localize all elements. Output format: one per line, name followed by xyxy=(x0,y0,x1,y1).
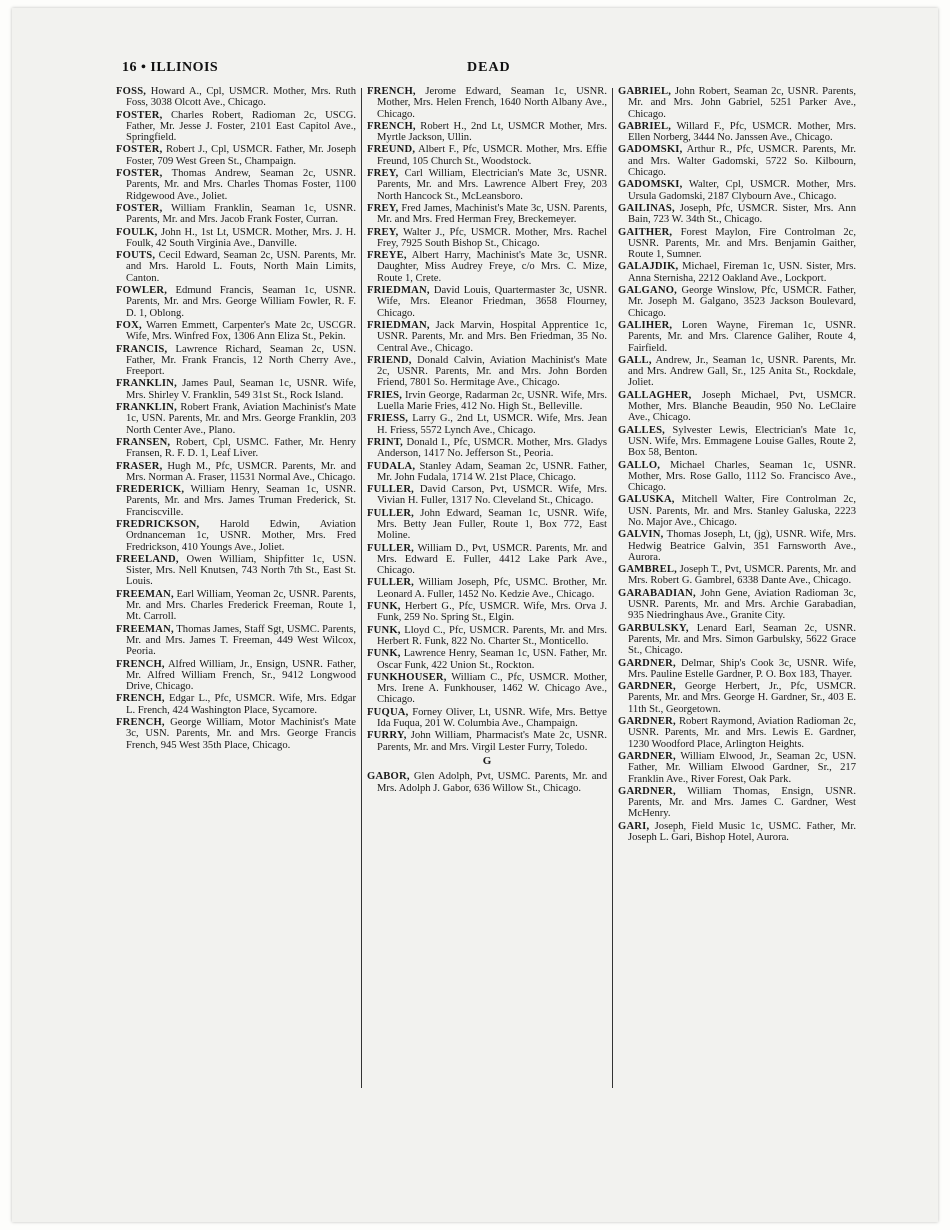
entry-surname: FREDRICKSON, xyxy=(116,518,200,530)
column-2 xyxy=(367,86,607,1096)
entry-surname: FRASER, xyxy=(116,460,163,472)
entry-surname: FRIEND, xyxy=(367,354,412,366)
entry-details: William D., Pvt, USMCR. Parents, Mr. and Mrs. Edward E. Fuller, 4412 Lake Park Ave., Chicago. xyxy=(377,542,607,577)
entry-surname: FULLER, xyxy=(367,542,415,554)
entry-surname: FUNK, xyxy=(367,601,401,613)
entry-details: Forney Oliver, Lt, USNR. Wife, Mrs. Bettye Ida Fuqua, 201 W. Columbia Ave., Champaign. xyxy=(377,706,607,730)
entry-surname: FREDERICK, xyxy=(116,484,185,496)
list-item xyxy=(618,227,856,261)
entry-details: Harold Edwin, Aviation Ordnanceman 1c, USNR. Mother, Mrs. Fred Fredrickson, 410 Youngs Ave., Joliet. xyxy=(126,518,356,553)
entry-details: Michael, Fireman 1c, USN. Sister, Mrs. Anna Sternisha, 2212 Oakland Ave., Lockport. xyxy=(628,261,856,284)
list-item xyxy=(618,786,856,820)
list-item xyxy=(116,659,356,693)
list-item xyxy=(116,461,356,484)
list-item xyxy=(367,484,607,507)
list-item xyxy=(367,461,607,484)
entry-surname: GARABADIAN, xyxy=(618,587,696,599)
column-1 xyxy=(116,86,356,1096)
entry-surname: FRENCH, xyxy=(367,120,416,132)
list-item xyxy=(618,425,856,459)
entry-surname: GAMBREL, xyxy=(618,564,677,576)
page-header xyxy=(122,60,838,82)
entry-surname: FOX, xyxy=(116,319,142,331)
entry-details: Stanley Adam, Seaman 2c, USNR. Father, Mr. John Fudala, 1714 W. 21st Place, Chicago. xyxy=(377,460,607,483)
list-item xyxy=(618,355,856,389)
list-item xyxy=(618,285,856,319)
entry-surname: GALGANO, xyxy=(618,285,677,297)
entry-surname: FURRY, xyxy=(367,730,407,742)
entry-details: Robert, Cpl, USMC. Father, Mr. Henry Fransen, R. F. D. 1, Leaf Liver. xyxy=(126,436,356,460)
entry-surname: GAILINAS, xyxy=(618,202,675,214)
entry-surname: FUNK, xyxy=(367,624,401,636)
entry-details: Charles Robert, Radioman 2c, USCG. Father, Mr. Jesse J. Foster, 2101 East Capitol Ave., Springfield. xyxy=(126,109,356,144)
entry-surname: FRIEDMAN, xyxy=(367,319,430,331)
entry-surname: FREY, xyxy=(367,202,399,214)
page-number-state: 16 • ILLINOIS xyxy=(122,60,219,75)
list-item xyxy=(618,203,856,226)
entry-surname: FREY, xyxy=(367,226,399,238)
entry-details: Earl William, Yeoman 2c, USNR. Parents, Mr. and Mrs. Charles Frederick Freeman, Route 1, Mt. Carroll. xyxy=(126,588,356,623)
entry-details: David Louis, Quartermaster 3c, USNR. Wife, Mrs. Eleanor Friedman, 3658 Flourney, Chicago. xyxy=(377,285,607,319)
entry-details: William Franklin, Seaman 1c, USNR. Parents, Mr. and Mrs. Jacob Frank Foster, Curran. xyxy=(126,202,356,226)
list-item xyxy=(116,320,356,343)
list-item xyxy=(367,86,607,120)
entry-details: William C., Pfc, USMCR. Mother, Mrs. Irene A. Funkhouser, 1462 W. Chicago Ave., Chicago. xyxy=(377,671,607,706)
list-item xyxy=(367,601,607,624)
entry-surname: GABOR, xyxy=(367,771,410,783)
entry-surname: FULLER, xyxy=(367,577,415,589)
entry-details: Robert J., Cpl, USMCR. Father, Mr. Joseph Foster, 709 West Green St., Champaign. xyxy=(126,144,356,167)
entry-surname: FRANKLIN, xyxy=(116,402,177,414)
entry-surname: FREEMAN, xyxy=(116,588,174,600)
list-item xyxy=(116,285,356,319)
list-item xyxy=(367,672,607,706)
list-item xyxy=(116,437,356,460)
entry-surname: FREY, xyxy=(367,168,399,180)
entry-surname: GAITHER, xyxy=(618,226,673,238)
entry-surname: FUQUA, xyxy=(367,706,409,718)
entry-details: Herbert G., Pfc, USMCR. Wife, Mrs. Orva J. Funk, 259 No. Spring St., Elgin. xyxy=(377,601,607,624)
entry-details: John Robert, Seaman 2c, USNR. Parents, Mr. and Mrs. John Gabriel, 5251 Parker Ave., Chicago. xyxy=(628,86,856,120)
entry-surname: FOSTER, xyxy=(116,109,163,121)
list-item xyxy=(367,355,607,389)
list-item xyxy=(618,623,856,657)
entry-surname: GARDNER, xyxy=(618,681,676,693)
entry-details: John Gene, Aviation Radioman 3c, USNR. Parents, Mr. and Mrs. Archie Garabadian, 935 Niedringhaus Ave., Granite City. xyxy=(628,587,856,622)
entry-details: Loren Wayne, Fireman 1c, USNR. Parents, Mr. and Mrs. Clarence Galiher, Route 4, Fairfield. xyxy=(628,319,856,354)
list-item xyxy=(367,771,607,794)
entry-details: Larry G., 2nd Lt, USMCR. Wife, Mrs. Jean H. Friess, 5572 Lynch Ave., Chicago. xyxy=(377,413,607,436)
entry-details: Lenard Earl, Seaman 2c, USNR. Parents, Mr. and Mrs. Simon Garbulsky, 5622 Grace St., Chicago. xyxy=(628,622,856,657)
list-item xyxy=(116,484,356,518)
list-item xyxy=(116,624,356,658)
list-item xyxy=(116,227,356,250)
list-item xyxy=(116,693,356,716)
entry-surname: FREELAND, xyxy=(116,553,179,565)
entry-details: Walter, Cpl, USMCR. Mother, Mrs. Ursula Gadomski, 2187 Clybourn Ave., Chicago. xyxy=(628,179,856,202)
list-item xyxy=(116,378,356,401)
entry-surname: FOSS, xyxy=(116,86,147,97)
list-item xyxy=(116,168,356,202)
list-item xyxy=(618,121,856,144)
entry-details: Joseph, Pfc, USMCR. Sister, Mrs. Ann Bain, 723 W. 34th St., Chicago. xyxy=(628,202,856,226)
list-item xyxy=(367,285,607,319)
list-item xyxy=(116,110,356,144)
list-item xyxy=(618,529,856,563)
entry-surname: GARI, xyxy=(618,820,650,832)
list-item xyxy=(116,519,356,553)
list-item xyxy=(367,577,607,600)
list-item xyxy=(618,588,856,622)
column-divider xyxy=(361,88,362,1088)
entry-surname: GARDNER, xyxy=(618,750,676,762)
list-item xyxy=(367,168,607,202)
entry-details: Fred James, Machinist's Mate 3c, USN. Parents, Mr. and Mrs. Fred Herman Frey, Breckemeyer. xyxy=(377,202,607,226)
entry-details: Warren Emmett, Carpenter's Mate 2c, USCGR. Wife, Mrs. Winfred Fox, 1306 Ann Eliza St., Pekin. xyxy=(126,319,356,343)
list-item xyxy=(367,203,607,226)
entry-details: Thomas James, Staff Sgt, USMC. Parents, Mr. and Mrs. James T. Freeman, 449 West Wilcox, Peoria. xyxy=(126,623,356,658)
list-item xyxy=(618,716,856,750)
entry-surname: FOSTER, xyxy=(116,144,163,156)
column-3 xyxy=(618,86,856,1096)
entry-surname: FRANCIS, xyxy=(116,343,168,355)
entry-details: Joseph, Field Music 1c, USMC. Father, Mr. Joseph L. Gari, Bishop Hotel, Aurora. xyxy=(628,820,856,843)
entry-details: Thomas Andrew, Seaman 2c, USNR. Parents, Mr. and Mrs. Charles Thomas Foster, 1100 Ridgewood Ave., Joliet. xyxy=(126,168,356,202)
entry-details: William Thomas, Ensign, USNR. Parents, Mr. and Mrs. James C. Gardner, West McHenry. xyxy=(628,785,856,820)
entry-surname: FRANSEN, xyxy=(116,436,171,448)
list-item xyxy=(618,564,856,587)
list-item xyxy=(367,320,607,354)
list-item xyxy=(367,227,607,250)
entry-surname: GABRIEL, xyxy=(618,120,672,132)
entry-details: Joseph T., Pvt, USMCR. Parents, Mr. and Mrs. Robert G. Gambrel, 6338 Dante Ave., Chicago. xyxy=(628,564,856,587)
entry-details: Lawrence Henry, Seaman 1c, USN. Father, Mr. Oscar Funk, 422 Union St., Rockton. xyxy=(377,648,607,671)
entry-details: John William, Pharmacist's Mate 2c, USNR. Parents, Mr. and Mrs. Virgil Lester Furry, Toledo. xyxy=(377,730,607,753)
entry-details: David Carson, Pvt, USMCR. Wife, Mrs. Vivian H. Fuller, 1317 No. Cleveland St., Chicago. xyxy=(377,484,607,507)
list-item xyxy=(367,390,607,413)
list-item xyxy=(367,730,607,753)
list-item xyxy=(116,402,356,436)
columns-area xyxy=(116,86,856,1096)
entry-surname: GADOMSKI, xyxy=(618,179,683,191)
entry-surname: FREYE, xyxy=(367,250,407,262)
entry-details: Willard F., Pfc, USMCR. Mother, Mrs. Ellen Norberg, 3444 No. Janssen Ave., Chicago. xyxy=(628,120,856,144)
entry-details: William Joseph, Pfc, USMC. Brother, Mr. Leonard A. Fuller, 1452 No. Kedzie Ave., Chicago. xyxy=(377,577,607,600)
entry-surname: FOWLER, xyxy=(116,285,168,297)
list-item xyxy=(116,717,356,751)
column-divider xyxy=(612,88,613,1088)
entry-details: William Elwood, Jr., Seaman 2c, USN. Father, Mr. William Elwood Gardner, Sr., 217 Franklin Ave., River Forest, Oak Park. xyxy=(628,750,856,785)
entry-surname: FOUTS, xyxy=(116,250,156,262)
list-item xyxy=(367,121,607,144)
list-item xyxy=(367,508,607,542)
entry-surname: FRINT, xyxy=(367,436,404,448)
list-item xyxy=(116,203,356,226)
entry-surname: GALLAGHER, xyxy=(618,389,692,401)
section-heading: DEAD xyxy=(467,60,511,75)
entry-details: John H., 1st Lt, USMCR. Mother, Mrs. J. H. Foulk, 42 South Virginia Ave., Danville. xyxy=(126,226,356,249)
list-item xyxy=(116,344,356,378)
entry-surname: FRANKLIN, xyxy=(116,378,177,390)
entry-surname: GALAJDIK, xyxy=(618,261,679,273)
entry-surname: FRENCH, xyxy=(116,658,165,670)
entry-surname: FUDALA, xyxy=(367,460,416,472)
entry-surname: FRIEDMAN, xyxy=(367,285,430,297)
entry-surname: FRENCH, xyxy=(116,717,165,729)
entry-details: Alfred William, Jr., Ensign, USNR. Father, Mr. Alfred William French, Sr., 9412 Longwood Drive, Chicago. xyxy=(126,658,356,693)
list-item xyxy=(116,250,356,284)
entry-details: Edgar L., Pfc, USMCR. Wife, Mrs. Edgar L. French, 424 Washington Place, Sycamore. xyxy=(126,693,356,716)
entry-details: William Henry, Seaman 1c, USNR. Parents, Mr. and Mrs. James Truman Frederick, St. Franciscville. xyxy=(126,484,356,518)
entry-surname: FULLER, xyxy=(367,507,415,519)
entry-surname: FUNKHOUSER, xyxy=(367,671,447,683)
entry-details: Robert Frank, Aviation Machinist's Mate 1c, USN. Parents, Mr. and Mrs. George Franklin, 203 North Center Ave., Plano. xyxy=(126,402,356,436)
list-item xyxy=(367,413,607,436)
entry-details: Forest Maylon, Fire Controlman 2c, USNR. Parents, Mr. and Mrs. Benjamin Gaither, Route 1, Sumner. xyxy=(628,226,856,261)
entry-details: John Edward, Seaman 1c, USNR. Wife, Mrs. Betty Jean Fuller, Route 1, Box 772, East Moline. xyxy=(377,507,607,542)
entry-details: Edmund Francis, Seaman 1c, USNR. Parents, Mr. and Mrs. George William Fowler, R. F. D. 1, Oblong. xyxy=(126,285,356,319)
entry-details: Howard A., Cpl, USMCR. Mother, Mrs. Ruth Foss, 3038 Olcott Ave., Chicago. xyxy=(126,86,356,109)
entry-surname: FOSTER, xyxy=(116,202,163,214)
entry-surname: GALIHER, xyxy=(618,319,673,331)
entry-details: Sylvester Lewis, Electrician's Mate 1c, USN. Wife, Mrs. Emmagene Louise Galles, Route 2, Box 58, Benton. xyxy=(628,424,856,459)
entry-details: Joseph Michael, Pvt, USMCR. Mother, Mrs. Blanche Beaudin, 950 No. LeClaire Ave., Chicago. xyxy=(628,389,856,424)
entry-surname: FULLER, xyxy=(367,484,415,496)
entry-surname: FRENCH, xyxy=(116,693,165,705)
entry-details: Arthur R., Pfc, USMCR. Parents, Mr. and Mrs. Walter Gadomski, 5722 So. Kilbourn, Chicago. xyxy=(628,144,856,179)
entry-details: Delmar, Ship's Cook 3c, USNR. Wife, Mrs. Pauline Estelle Gardner, P. O. Box 183, Thayer. xyxy=(628,657,856,680)
list-item xyxy=(116,144,356,167)
list-item xyxy=(618,658,856,681)
list-item xyxy=(367,144,607,167)
list-item xyxy=(116,554,356,588)
entry-surname: GALLES, xyxy=(618,424,666,436)
list-item xyxy=(618,320,856,354)
entry-details: Hugh M., Pfc, USMCR. Parents, Mr. and Mrs. Norman A. Fraser, 11531 Normal Ave., Chicago. xyxy=(126,460,356,483)
list-item xyxy=(618,390,856,424)
entry-surname: FRIESS, xyxy=(367,413,409,425)
list-item xyxy=(618,261,856,284)
entry-details: Walter J., Pfc, USMCR. Mother, Mrs. Rachel Frey, 7925 South Bishop St., Chicago. xyxy=(377,226,607,249)
entry-surname: GADOMSKI, xyxy=(618,144,683,156)
list-item xyxy=(367,543,607,577)
entry-details: Irvin George, Radarman 2c, USNR. Wife, Mrs. Luella Marie Fries, 412 No. High St., Belleville. xyxy=(377,389,607,413)
entry-surname: FUNK, xyxy=(367,648,401,660)
list-item xyxy=(367,437,607,460)
entry-details: Donald I., Pfc, USMCR. Mother, Mrs. Gladys Anderson, 1417 No. Jefferson St., Peoria. xyxy=(377,436,607,460)
list-item xyxy=(367,250,607,284)
entry-surname: FOULK, xyxy=(116,226,158,238)
entry-details: Cecil Edward, Seaman 2c, USN. Parents, Mr. and Mrs. Harold L. Fouts, North Main Limits, Canton. xyxy=(126,250,356,284)
entry-details: Thomas Joseph, Lt, (jg), USNR. Wife, Mrs. Hedwig Beatrice Galvin, 351 Farnsworth Ave., Aurora. xyxy=(628,529,856,563)
entry-surname: GALLO, xyxy=(618,459,661,471)
entry-details: Glen Adolph, Pvt, USMC. Parents, Mr. and Mrs. Adolph J. Gabor, 636 Willow St., Chicago. xyxy=(377,771,607,794)
list-item xyxy=(367,625,607,648)
entry-details: Lawrence Richard, Seaman 2c, USN. Father, Mr. Frank Francis, 12 North Cherry Ave., Freeport. xyxy=(126,343,356,378)
entry-details: Donald Calvin, Aviation Machinist's Mate 2c, USNR. Parents, Mr. and Mrs. John Borden Friend, 7801 So. Hermitage Ave., Chicago. xyxy=(377,354,607,389)
entry-surname: GARDNER, xyxy=(618,785,676,797)
entry-surname: FREEMAN, xyxy=(116,623,174,635)
list-item xyxy=(116,86,356,109)
entry-surname: GABRIEL, xyxy=(618,86,672,97)
entry-details: George William, Motor Machinist's Mate 3c, USN. Parents, Mr. and Mrs. George Francis French, 945 West 35th Place, Chicago. xyxy=(126,717,356,751)
entry-details: Michael Charles, Seaman 1c, USNR. Mother, Mrs. Rose Gallo, 1112 So. Francisco Ave., Chicago. xyxy=(628,459,856,494)
list-item xyxy=(618,494,856,528)
entry-details: Robert Raymond, Aviation Radioman 2c, USNR. Parents, Mr. and Mrs. Lewis E. Gardner, 1230 Woodford Place, Arlington Heights. xyxy=(628,716,856,750)
entry-surname: GARDNER, xyxy=(618,657,676,669)
entry-surname: GALL, xyxy=(618,354,652,366)
entry-details: Mitchell Walter, Fire Controlman 2c, USN. Parents, Mr. and Mrs. Stanley Galuska, 2223 No. Major Ave., Chicago. xyxy=(628,494,856,528)
entry-surname: GARDNER, xyxy=(618,716,676,728)
list-item xyxy=(618,751,856,785)
list-item xyxy=(367,648,607,671)
entry-details: Owen William, Shipfitter 1c, USN. Sister, Mrs. Nell Knutsen, 743 North 7th St., East St. Louis. xyxy=(126,553,356,588)
entry-surname: FRENCH, xyxy=(367,86,416,97)
entry-surname: FOSTER, xyxy=(116,168,163,180)
entry-surname: GARBULSKY, xyxy=(618,622,689,634)
entry-details: Carl William, Electrician's Mate 3c, USNR. Parents, Mr. and Mrs. Lawrence Albert Frey, 203 North Hancock St., McLeansboro. xyxy=(377,168,607,202)
entry-surname: GALUSKA, xyxy=(618,494,675,506)
entry-details: Andrew, Jr., Seaman 1c, USNR. Parents, Mr. and Mrs. Andrew Gall, Sr., 125 Anita St., Rockdale, Joliet. xyxy=(628,354,856,389)
list-item xyxy=(618,821,856,844)
entry-details: Albert Harry, Machinist's Mate 3c, USNR. Daughter, Miss Audrey Freye, c/o Mrs. C. Mize, Route 1, Crete. xyxy=(377,250,607,284)
entry-surname: FREUND, xyxy=(367,144,416,156)
list-item xyxy=(618,86,856,120)
entry-surname: FRIES, xyxy=(367,389,403,401)
entry-details: James Paul, Seaman 1c, USNR. Wife, Mrs. Shirley V. Franklin, 549 31st St., Rock Island. xyxy=(126,378,356,401)
entry-details: Jerome Edward, Seaman 1c, USNR. Mother, Mrs. Helen French, 1640 North Albany Ave., Chicago. xyxy=(377,86,607,120)
entry-details: George Winslow, Pfc, USMCR. Father, Mr. Joseph M. Galgano, 3523 Jackson Boulevard, Chicago. xyxy=(628,285,856,319)
list-item xyxy=(116,589,356,623)
list-item xyxy=(618,681,856,715)
entry-details: Jack Marvin, Hospital Apprentice 1c, USNR. Parents, Mr. and Mrs. Ben Friedman, 35 No. Central Ave., Chicago. xyxy=(377,319,607,354)
entry-details: Robert H., 2nd Lt, USMCR Mother, Mrs. Myrtle Jackson, Ullin. xyxy=(377,120,607,144)
list-item xyxy=(367,707,607,730)
list-item xyxy=(618,179,856,202)
entry-details: Albert F., Pfc, USMCR. Mother, Mrs. Effie Freund, 105 Church St., Woodstock. xyxy=(377,144,607,167)
list-item xyxy=(618,144,856,178)
section-letter: G xyxy=(482,754,492,767)
entry-surname: GALVIN, xyxy=(618,529,664,541)
entry-details: Lloyd C., Pfc, USMCR. Parents, Mr. and Mrs. Herbert R. Funk, 822 No. Charter St., Monticello. xyxy=(377,624,607,647)
list-item xyxy=(618,460,856,494)
entry-details: George Herbert, Jr., Pfc, USMCR. Parents, Mr. and Mrs. George H. Gardner, Sr., 403 E. 11th St., Georgetown. xyxy=(628,681,856,715)
